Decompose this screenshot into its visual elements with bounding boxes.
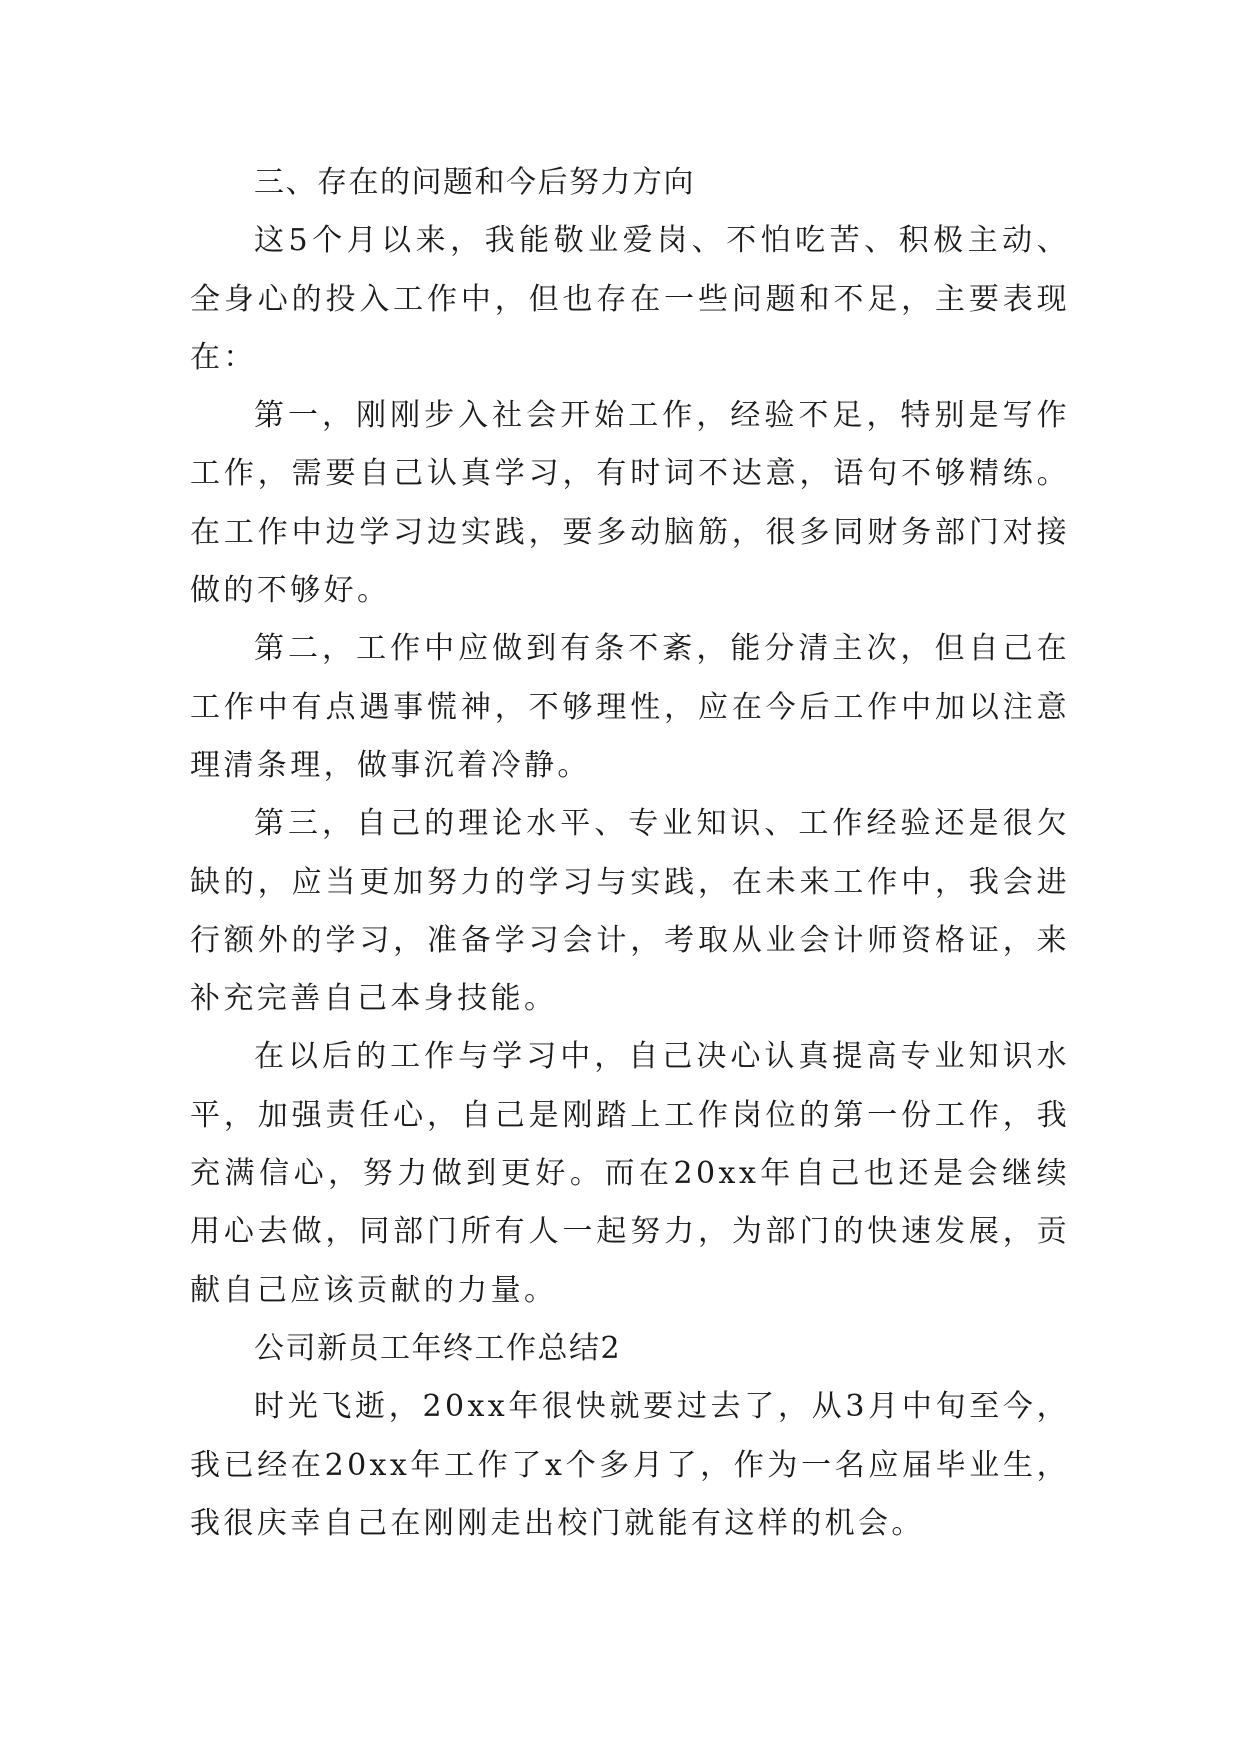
paragraph-point-3: 第三，自己的理论水平、专业知识、工作经验还是很欠缺的，应当更加努力的学习与实践，在未来工作中，我会进行额外的学习，准备学习会计，考取从业会计师资格证，来补充完善自己本身技能。 [190,806,1070,1017]
section-heading: 三、存在的问题和今后努力方向 [254,165,695,200]
paragraph-summary-2-intro: 时光飞逝，20xx年很快就要过去了，从3月中旬至今，我已经在20xx年工作了x个多月了，作为一名应届毕业生，我很庆幸自己在刚刚走出校门就能有这样的机会。 [190,1389,1070,1541]
paragraph-closing: 在以后的工作与学习中，自己决心认真提高专业知识水平，加强责任心，自己是刚踏上工作岗位的第一份工作，我充满信心，努力做到更好。而在20xx年自己也还是会继续用心去做，同部门所有人一起努力，为部门的快速发展，贡献自己应该贡献的力量。 [190,1039,1070,1308]
paragraph-point-1: 第一，刚刚步入社会开始工作，经验不足，特别是写作工作，需要自己认真学习，有时词不达意，语句不够精练。在工作中边学习边实践，要多动脑筋，很多同财务部门对接做的不够好。 [190,398,1070,609]
paragraph-intro: 这5个月以来，我能敬业爱岗、不怕吃苦、积极主动、全身心的投入工作中，但也存在一些问题和不足，主要表现在： [190,223,1070,375]
document-body [190,154,1070,1553]
paragraph-point-2: 第二，工作中应做到有条不紊，能分清主次，但自己在工作中有点遇事慌神，不够理性，应在今后工作中加以注意理清条理，做事沉着冷静。 [190,631,1070,783]
summary-title-2: 公司新员工年终工作总结2 [254,1330,622,1366]
